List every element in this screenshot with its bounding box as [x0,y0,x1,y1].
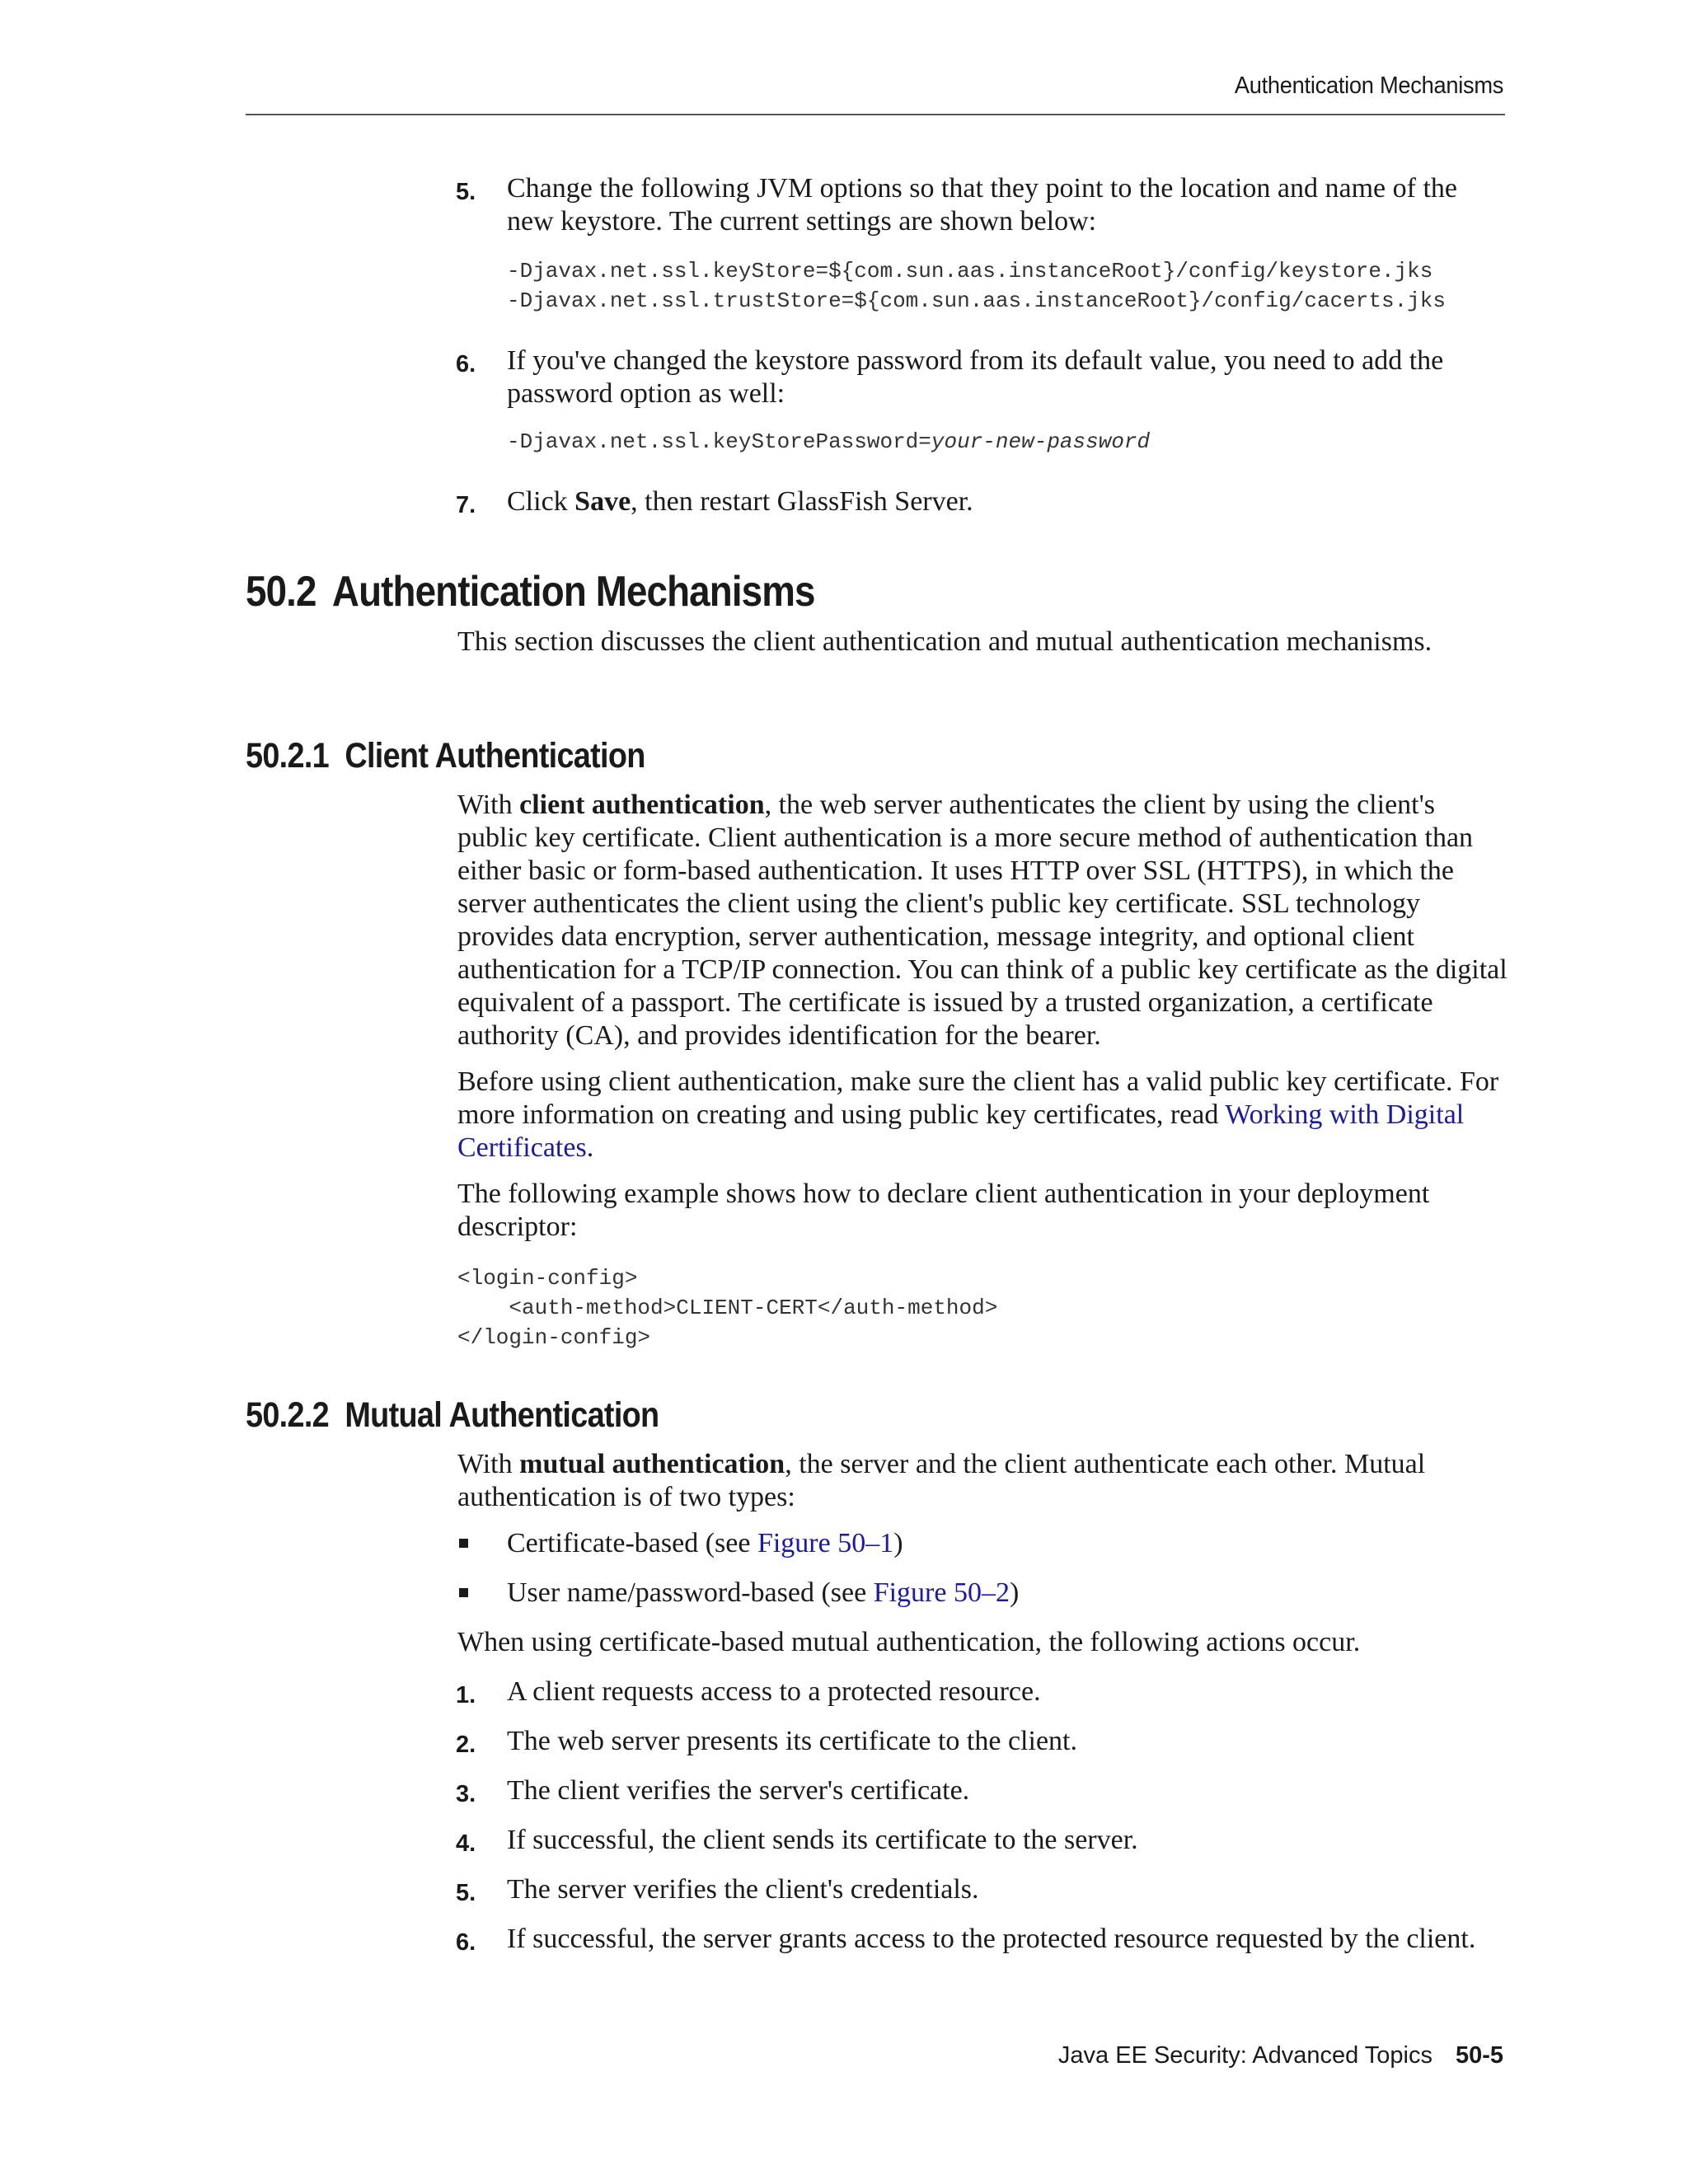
client-auth-prereq-paragraph: Before using client authentication, make sure the client has a valid public key certificate. For more information on creating and using public key certificates, read Working with Digital Certificates. [457,1066,1499,1163]
subsection-heading-client-auth [246,736,645,776]
section-title: Authentication Mechanisms [331,568,815,616]
code-line: -Djavax.net.ssl.keyStore=${com.sun.aas.instanceRoot}/config/keystore.jks [507,259,1433,284]
code-block-login-config [457,1263,997,1352]
step-number: 6. [456,351,476,377]
step-text: Change the following JVM options so that they point to the location and name of the new keystore. The current settings are shown below: [507,173,1457,237]
bullet-icon [459,1539,468,1548]
step-number: 5. [456,1880,476,1906]
page-footer [1058,2042,1503,2069]
step-text: If you've changed the keystore password from its default value, you need to add the password option as well: [507,345,1444,409]
code-line: <login-config> [457,1266,638,1291]
bullet-icon [459,1588,468,1597]
step-number: 3. [456,1781,476,1807]
code-block-password [507,427,1150,457]
header-rule [246,114,1505,115]
action-step [457,1824,1508,1857]
step-text: The client verifies the server's certificate. [507,1775,970,1806]
figure-50-1-link[interactable]: Figure 50–1 [757,1528,894,1558]
step-item [457,485,1508,518]
client-auth-example-intro: The following example shows how to declare client authentication in your deployment descriptor: [457,1179,1430,1242]
step-text: , then restart GlassFish Server. [631,486,973,517]
client-auth-paragraph: With client authentication, the web server authenticates the client by using the client's public key certificate. Client authentication is a more secure method of authentication than either basic or form-based authentication. It uses HTTP over SSL (HTTPS), in which the server authenticates the client using the client's public key certificate. SSL technology provides data encryption, server authentication, message integrity, and optional client authentication for a TCP/IP connection. You can think of a public key certificate as the digital equivalent of a passport. The certificate is issued by a trusted organization, a certificate authority (CA), and provides identification for the bearer. [457,790,1507,1051]
save-term: Save [574,486,631,517]
step-text: Click [507,486,575,517]
step-number: 1. [456,1682,476,1708]
subsection-number: 50.2.2 [246,1395,329,1435]
step-text: If successful, the client sends its certificate to the server. [507,1825,1138,1855]
step-number: 7. [456,492,476,518]
step-text: A client requests access to a protected resource. [507,1676,1041,1707]
footer-book-title: Java EE Security: Advanced Topics [1057,2042,1432,2069]
step-text: If successful, the server grants access to the protected resource requested by the client. [507,1924,1476,1954]
action-step [457,1675,1508,1708]
code-block-jvm [507,256,1446,316]
mutual-auth-term: mutual authentication [519,1449,785,1479]
section-number: 50.2 [246,568,316,616]
step-number: 6. [456,1929,476,1956]
step-number: 4. [456,1830,476,1857]
mutual-auth-actions-intro: When using certificate-based mutual authentication, the following actions occur. [457,1627,1361,1657]
action-step [457,1923,1508,1956]
action-step [457,1774,1508,1807]
subsection-heading-mutual-auth [246,1395,659,1436]
mutual-auth-paragraph: With mutual authentication, the server and the client authenticate each other. Mutual authentication is of two types: [457,1449,1426,1512]
step-item [457,344,1508,410]
subsection-title: Mutual Authentication [345,1395,659,1435]
action-step [457,1873,1508,1906]
step-text: The server verifies the client's credentials. [507,1874,979,1905]
section-intro: This section discusses the client authentication and mutual authentication mechanisms. [457,626,1432,657]
step-number: 2. [456,1732,476,1758]
step-number: 5. [456,179,476,205]
code-line: -Djavax.net.ssl.trustStore=${com.sun.aas.instanceRoot}/config/cacerts.jks [507,288,1446,313]
action-step [457,1725,1508,1758]
step-item [457,172,1508,238]
bullet-item: User name/password-based (see Figure 50–2) [457,1577,1508,1610]
running-header: Authentication Mechanisms [1234,73,1503,99]
figure-50-2-link[interactable]: Figure 50–2 [873,1577,1010,1608]
subsection-title: Client Authentication [345,736,645,776]
code-line: </login-config> [457,1325,651,1350]
section-heading [246,567,815,616]
step-text: The web server presents its certificate to the client. [507,1726,1077,1756]
bullet-item: Certificate-based (see Figure 50–1) [457,1527,1508,1560]
digital-certificates-link[interactable]: Working with Digital Certificates [457,1099,1465,1163]
code-line: <auth-method>CLIENT-CERT</auth-method> [457,1296,998,1320]
client-auth-term: client authentication [519,790,765,820]
subsection-number: 50.2.1 [246,736,329,776]
code-placeholder: your-new-password [931,429,1151,454]
page-number: 50-5 [1455,2042,1503,2069]
code-text: -Djavax.net.ssl.keyStorePassword= [507,429,931,454]
